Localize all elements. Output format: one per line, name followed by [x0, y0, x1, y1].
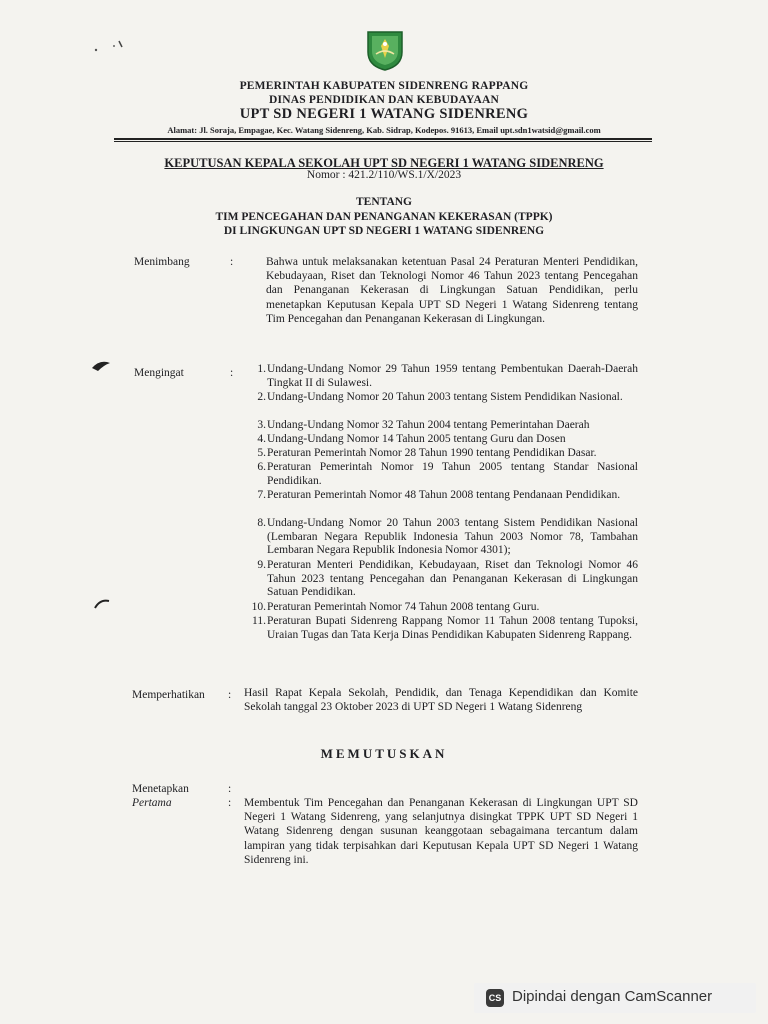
- list-item-text: Peraturan Pemerintah Nomor 19 Tahun 2005 tentang Standar Nasional Pendidikan.: [267, 461, 638, 487]
- pertama-colon: :: [228, 797, 232, 809]
- menimbang-colon: :: [230, 256, 234, 268]
- scan-speck-mark: [92, 38, 132, 56]
- letterhead-school-name: UPT SD NEGERI 1 WATANG SIDENRENG: [239, 106, 529, 122]
- list-item-text: Peraturan Pemerintah Nomor 48 Tahun 2008 tentang Pendanaan Pendidikan.: [267, 489, 621, 501]
- decree-about-heading: TENTANG: [355, 196, 413, 208]
- list-item-text: Undang-Undang Nomor 20 Tahun 2003 tentang Sistem Pendidikan Nasional.: [267, 391, 623, 403]
- letterhead-divider-thin: [114, 141, 652, 142]
- list-item-text: Peraturan Bupati Sidenreng Rappang Nomor 11 Tahun 2008 tentang Tupoksi, Uraian Tugas dan Tata Kerja Dinas Pendidikan Kabupaten Sidenreng Rappang.: [267, 615, 638, 641]
- regency-coat-of-arms-icon: [364, 28, 406, 72]
- list-item-text: Undang-Undang Nomor 32 Tahun 2004 tentang Pemerintahan Daerah: [267, 419, 590, 431]
- memutuskan-heading: MEMUTUSKAN: [320, 746, 448, 761]
- list-item-number: 1.: [257, 363, 266, 375]
- list-item-number: 9.: [257, 559, 266, 571]
- list-item-text: Peraturan Pemerintah Nomor 28 Tahun 1990 tentang Pendidikan Dasar.: [267, 447, 597, 459]
- list-item-text: Undang-Undang Nomor 20 Tahun 2003 tentang Sistem Pendidikan Nasional (Lembaran Negara Republik Indonesia Tahun 2003 Nomor 78, Tambahan Lembaran Negara Republik Indonesia Nomor 4301);: [267, 517, 638, 557]
- list-item-text: Undang-Undang Nomor 29 Tahun 1959 tentang Pembentukan Daerah-Daerah Tingkat II di Sulawesi.: [267, 363, 638, 389]
- decree-title-text: KEPUTUSAN KEPALA SEKOLAH UPT SD NEGERI 1 WATANG SIDENRENG: [164, 156, 604, 170]
- list-item-text: Peraturan Menteri Pendidikan, Kebudayaan, Riset dan Teknologi Nomor 46 Tahun 2023 tentang Pencegahan dan Penanganan Kekerasan di Lingkungan Satuan Pendidikan.: [267, 559, 638, 599]
- list-item-number: 2.: [257, 391, 266, 403]
- pertama-text: Membentuk Tim Pencegahan dan Penanganan Kekerasan di Lingkungan UPT SD Negeri 1 Watang Sidenreng, yang selanjutnya disingkat TPPK UPT SD Negeri 1 Watang Sidenreng dengan susunan keanggotaan sebagaimana tercantum dalam lampiran yang tidak terpisahkan dari Keputusan Kepala UPT SD Negeri 1 Watang Sidenreng ini.: [244, 797, 638, 866]
- list-item-text: Undang-Undang Nomor 14 Tahun 2005 tentang Guru dan Dosen: [267, 433, 566, 445]
- list-item-number: 10.: [251, 601, 266, 613]
- list-item-number: 8.: [257, 517, 266, 529]
- menimbang-label: Menimbang: [134, 256, 190, 268]
- list-item-number: 6.: [257, 461, 266, 473]
- list-item-number: 11.: [252, 615, 266, 627]
- letterhead-divider: [114, 138, 652, 140]
- decree-number: Nomor : 421.2/110/WS.1/X/2023: [306, 169, 462, 181]
- camscanner-watermark: [474, 983, 756, 1013]
- letterhead-department-name: DINAS PENDIDIKAN DAN KEBUDAYAAN: [269, 94, 499, 106]
- list-item-number: 3.: [257, 419, 266, 431]
- pertama-label: Pertama: [132, 797, 172, 809]
- letterhead-address: Alamat: Jl. Soraja, Empagae, Kec. Watang Sidenreng, Kab. Sidrap, Kodepos. 91613, Email upt.sdn1watsid@gmail.com: [167, 125, 601, 135]
- letterhead-government-name: PEMERINTAH KABUPATEN SIDENRENG RAPPANG: [239, 80, 529, 92]
- list-item-number: 4.: [257, 433, 266, 445]
- memperhatikan-label: Memperhatikan: [132, 689, 205, 701]
- memperhatikan-text: Hasil Rapat Kepala Sekolah, Pendidik, dan Tenaga Kependidikan dan Komite Sekolah tanggal 23 Oktober 2023 di UPT SD Negeri 1 Watang Sidenreng: [244, 687, 638, 714]
- menimbang-text: Bahwa untuk melaksanakan ketentuan Pasal 24 Peraturan Menteri Pendidikan, Kebudayaan, Riset dan Teknologi Nomor 46 Tahun 2023 tentang Pencegahan dan Penanganan Kekerasan di Lingkungan Satuan Pendidikan, perlu menetapkan Keputusan Kepala UPT SD Negeri 1 Watang Sidenreng tentang Tim Pencegahan dan Penanganan Kekerasan di Lingkungan.: [266, 256, 638, 325]
- menetapkan-colon: :: [228, 783, 232, 795]
- menetapkan-label: Menetapkan: [132, 783, 189, 795]
- camscanner-watermark-text: Dipindai dengan CamScanner: [512, 988, 713, 1005]
- list-item-text: Peraturan Pemerintah Nomor 74 Tahun 2008 tentang Guru.: [267, 601, 540, 613]
- decree-subject-line-2: DI LINGKUNGAN UPT SD NEGERI 1 WATANG SIDENRENG: [223, 225, 545, 237]
- mengingat-label: Mengingat: [134, 367, 184, 379]
- mengingat-colon: :: [230, 367, 234, 379]
- list-item-number: 5.: [257, 447, 266, 459]
- list-item-number: 7.: [257, 489, 266, 501]
- decree-subject-line-1: TIM PENCEGAHAN DAN PENANGANAN KEKERASAN (TPPK): [215, 211, 553, 223]
- scan-hole-punch-mark: [92, 596, 114, 612]
- scan-hole-punch-mark: [90, 358, 114, 374]
- memperhatikan-colon: :: [228, 689, 232, 701]
- camscanner-logo-icon: CS: [486, 989, 504, 1007]
